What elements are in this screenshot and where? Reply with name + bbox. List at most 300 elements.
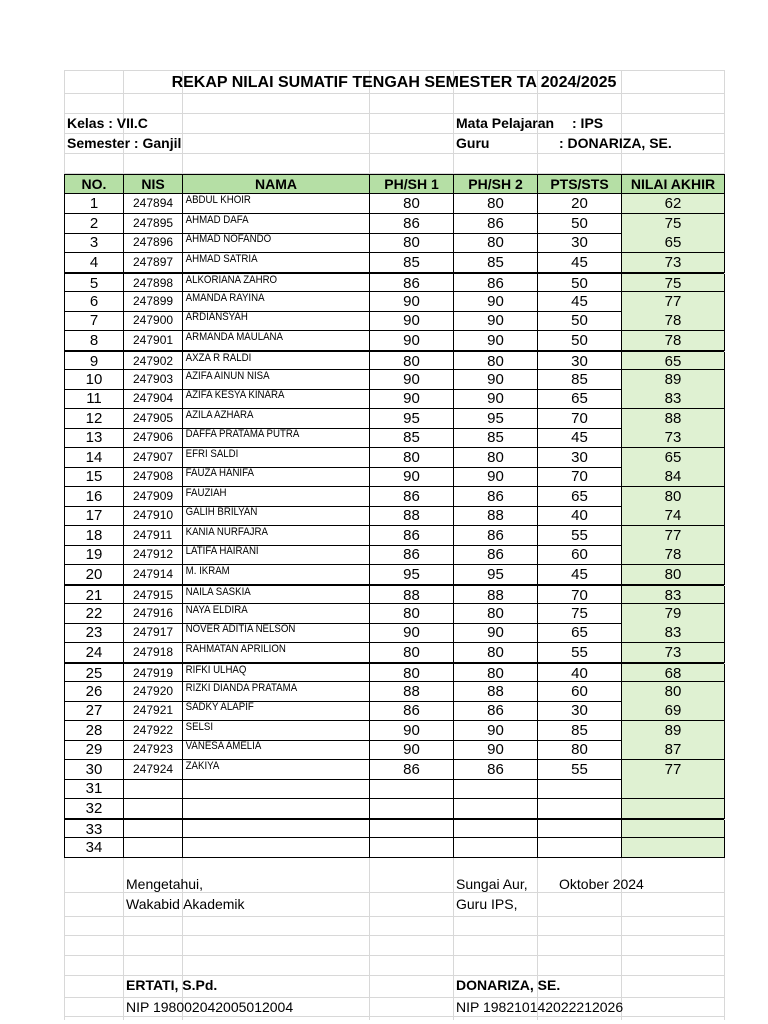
cell-pts: 40 <box>538 664 622 682</box>
cell-nilai-akhir: 73 <box>622 253 725 273</box>
cell-pts: 45 <box>538 565 622 585</box>
cell-nama-box <box>183 799 370 819</box>
cell-ph2: 90 <box>454 311 538 331</box>
cell-nis: 247895 <box>124 214 183 234</box>
cell-ph1 <box>370 779 454 799</box>
cell-nama-box <box>183 448 370 468</box>
header-ph1: PH/SH 1 <box>370 174 454 194</box>
cell-nama-box <box>183 467 370 487</box>
cell-nama-box <box>183 701 370 721</box>
cell-pts: 60 <box>538 682 622 702</box>
cell-nama: RAHMATAN APRILION <box>185 642 286 655</box>
cell-no: 10 <box>64 370 124 390</box>
cell-nama-box <box>183 740 370 760</box>
cell-pts: 65 <box>538 389 622 409</box>
cell-nis <box>124 820 183 838</box>
cell-nama: AZIFA KESYA KINARA <box>185 389 285 401</box>
cell-ph2: 90 <box>454 370 538 390</box>
cell-ph2: 90 <box>454 331 538 351</box>
cell-nama: LATIFA HAIRANI <box>185 545 259 557</box>
cell-nis: 247899 <box>124 292 183 312</box>
cell-ph2 <box>454 779 538 799</box>
cell-nama: NOVER ADITIA NELSON <box>185 623 296 635</box>
cell-ph1: 86 <box>370 487 454 507</box>
cell-nis: 247911 <box>124 526 183 546</box>
cell-ph1: 90 <box>370 623 454 643</box>
cell-nis: 247904 <box>124 389 183 409</box>
cell-nis: 247908 <box>124 467 183 487</box>
cell-ph1 <box>370 838 454 858</box>
table-row <box>64 506 724 526</box>
cell-no: 17 <box>64 506 124 526</box>
table-row <box>64 214 724 234</box>
cell-nama-box <box>183 292 370 312</box>
cell-pts: 80 <box>538 740 622 760</box>
cell-nilai-akhir: 73 <box>622 428 725 448</box>
cell-ph1: 90 <box>370 389 454 409</box>
cell-nama: AMANDA RAYINA <box>185 291 265 304</box>
cell-ph1: 86 <box>370 274 454 292</box>
cell-ph2: 95 <box>454 409 538 429</box>
cell-ph2 <box>454 820 538 838</box>
cell-nama: ZAKIYA <box>185 759 220 772</box>
cell-pts: 50 <box>538 311 622 331</box>
cell-pts: 70 <box>538 467 622 487</box>
cell-nis: 247898 <box>124 274 183 292</box>
cell-nama-box <box>183 682 370 702</box>
wakabid-label: Wakabid Akademik <box>126 896 245 912</box>
signature-row-1 <box>64 875 724 895</box>
guru-label: Guru <box>456 135 490 151</box>
table-row <box>64 467 724 487</box>
cell-nis: 247894 <box>124 194 183 214</box>
table-row <box>64 370 724 390</box>
header-no: NO. <box>64 174 124 194</box>
cell-nama: RIZKI DIANDA PRATAMA <box>185 681 298 694</box>
cell-nama-box <box>183 352 370 370</box>
guru-ips-label: Guru IPS, <box>456 896 518 912</box>
cell-nis: 247907 <box>124 448 183 468</box>
cell-ph2: 90 <box>454 292 538 312</box>
cell-nama-box <box>183 838 370 858</box>
cell-no: 34 <box>64 838 124 858</box>
table-row <box>64 545 724 565</box>
cell-no: 3 <box>64 233 124 253</box>
cell-ph2: 90 <box>454 721 538 741</box>
table-row <box>64 701 724 721</box>
cell-no: 2 <box>64 214 124 234</box>
cell-ph2: 86 <box>454 526 538 546</box>
cell-nama: KANIA NURFAJRA <box>185 525 268 538</box>
cell-nilai-akhir: 75 <box>622 274 725 292</box>
cell-nama-box <box>183 233 370 253</box>
signature-row-2 <box>64 895 724 915</box>
cell-nama-box <box>183 331 370 351</box>
cell-ph2: 86 <box>454 274 538 292</box>
table-row <box>64 779 724 799</box>
table-row <box>64 760 724 780</box>
spacer-row <box>64 154 724 174</box>
cell-nilai-akhir: 74 <box>622 506 725 526</box>
cell-nilai-akhir: 77 <box>622 526 725 546</box>
cell-nilai-akhir: 80 <box>622 682 725 702</box>
cell-nama-box <box>183 253 370 273</box>
cell-no: 8 <box>64 331 124 351</box>
cell-nama: NAILA SASKIA <box>185 586 251 598</box>
cell-nilai-akhir <box>622 799 725 819</box>
cell-nama-box <box>183 428 370 448</box>
cell-no: 1 <box>64 194 124 214</box>
cell-ph2: 86 <box>454 214 538 234</box>
spacer-row <box>64 94 724 114</box>
cell-nilai-akhir <box>622 820 725 838</box>
cell-ph1: 86 <box>370 526 454 546</box>
cell-ph2: 90 <box>454 740 538 760</box>
table-row <box>64 584 724 604</box>
cell-nilai-akhir <box>622 779 725 799</box>
cell-ph1: 90 <box>370 721 454 741</box>
cell-nama: ARDIANSYAH <box>185 311 248 323</box>
cell-ph2: 95 <box>454 565 538 585</box>
table-row <box>64 253 724 273</box>
cell-nama: AHMAD SATRIA <box>185 252 258 265</box>
cell-pts: 20 <box>538 194 622 214</box>
cell-nama <box>183 779 186 798</box>
cell-no: 12 <box>64 409 124 429</box>
cell-nama: M. IKRAM <box>185 564 230 577</box>
cell-no: 18 <box>64 526 124 546</box>
cell-no: 23 <box>64 623 124 643</box>
cell-nis: 247919 <box>124 664 183 682</box>
cell-nama: FAUZA HANIFA <box>185 467 254 479</box>
cell-nama: NAYA ELDIRA <box>185 603 248 616</box>
mapel-label: Mata Pelajaran <box>456 115 555 131</box>
cell-nama: FAUZIAH <box>185 486 227 499</box>
cell-nama-box <box>183 820 370 838</box>
cell-nilai-akhir: 68 <box>622 664 725 682</box>
cell-ph2: 85 <box>454 253 538 273</box>
cell-no: 21 <box>64 586 124 604</box>
cell-nis: 247896 <box>124 233 183 253</box>
cell-nama: VANESA AMELIA <box>185 740 262 752</box>
semester-label: Semester : Ganjil <box>67 135 182 151</box>
cell-no: 31 <box>64 779 124 799</box>
cell-nis: 247910 <box>124 506 183 526</box>
cell-ph1 <box>370 799 454 819</box>
cell-ph2: 86 <box>454 545 538 565</box>
cell-pts: 30 <box>538 701 622 721</box>
cell-nis: 247916 <box>124 604 183 624</box>
info-row-semester <box>64 134 724 154</box>
cell-nilai-akhir: 78 <box>622 545 725 565</box>
cell-nilai-akhir: 65 <box>622 448 725 468</box>
cell-ph1: 80 <box>370 233 454 253</box>
cell-pts: 30 <box>538 448 622 468</box>
cell-pts: 75 <box>538 604 622 624</box>
spacer-row <box>64 956 724 976</box>
cell-ph1: 88 <box>370 682 454 702</box>
kelas-label: Kelas : VII.C <box>67 115 148 131</box>
table-row <box>64 799 724 819</box>
cell-nis: 247921 <box>124 701 183 721</box>
cell-nama <box>183 820 186 837</box>
cell-nama-box <box>183 586 370 604</box>
cell-no: 29 <box>64 740 124 760</box>
cell-ph1: 95 <box>370 565 454 585</box>
cell-ph1: 80 <box>370 604 454 624</box>
cell-ph2 <box>454 799 538 819</box>
table-row <box>64 292 724 312</box>
table-row <box>64 389 724 409</box>
cell-ph1: 90 <box>370 331 454 351</box>
cell-pts: 55 <box>538 526 622 546</box>
cell-nama-box <box>183 389 370 409</box>
cell-nis: 247915 <box>124 586 183 604</box>
cell-nilai-akhir: 65 <box>622 233 725 253</box>
table-row <box>64 662 724 682</box>
cell-nis: 247897 <box>124 253 183 273</box>
cell-nilai-akhir: 80 <box>622 565 725 585</box>
cell-ph2: 80 <box>454 643 538 663</box>
cell-nilai-akhir: 78 <box>622 311 725 331</box>
cell-nis <box>124 779 183 799</box>
cell-nilai-akhir: 79 <box>622 604 725 624</box>
cell-pts: 45 <box>538 292 622 312</box>
mapel-value: : IPS <box>572 115 604 131</box>
cell-nis: 247924 <box>124 760 183 780</box>
cell-nis: 247918 <box>124 643 183 663</box>
cell-nama-box <box>183 274 370 292</box>
cell-nilai-akhir: 77 <box>622 292 725 312</box>
cell-ph1: 90 <box>370 740 454 760</box>
cell-nama-box <box>183 214 370 234</box>
cell-nama-box <box>183 721 370 741</box>
header-nis: NIS <box>124 174 183 194</box>
cell-ph2: 80 <box>454 233 538 253</box>
cell-nilai-akhir: 69 <box>622 701 725 721</box>
table-row <box>64 272 724 292</box>
table-row <box>64 331 724 351</box>
cell-no: 24 <box>64 643 124 663</box>
table-row <box>64 428 724 448</box>
cell-nilai-akhir: 80 <box>622 487 725 507</box>
cell-pts: 45 <box>538 253 622 273</box>
table-row <box>64 526 724 546</box>
signature-row-nip <box>64 997 724 1017</box>
cell-ph1: 88 <box>370 586 454 604</box>
mengetahui-label: Mengetahui, <box>126 876 204 892</box>
cell-no: 28 <box>64 721 124 741</box>
cell-nama: AHMAD NOFANDO <box>185 233 272 245</box>
cell-ph1: 90 <box>370 467 454 487</box>
cell-no: 22 <box>64 604 124 624</box>
table-row <box>64 623 724 643</box>
cell-nis: 247912 <box>124 545 183 565</box>
cell-nama-box <box>183 506 370 526</box>
cell-nama-box <box>183 623 370 643</box>
cell-nama: ABDUL KHOIR <box>185 194 251 206</box>
table-row <box>64 409 724 429</box>
cell-nis: 247900 <box>124 311 183 331</box>
cell-ph2: 86 <box>454 487 538 507</box>
cell-no: 16 <box>64 487 124 507</box>
cell-nilai-akhir: 83 <box>622 389 725 409</box>
cell-no: 26 <box>64 682 124 702</box>
cell-ph2: 90 <box>454 623 538 643</box>
cell-pts: 40 <box>538 506 622 526</box>
cell-nis: 247902 <box>124 352 183 370</box>
cell-nama: AHMAD DAFA <box>185 213 249 226</box>
cell-ph1: 88 <box>370 506 454 526</box>
cell-pts <box>538 779 622 799</box>
cell-ph1: 90 <box>370 370 454 390</box>
right-signer-name: DONARIZA, SE. <box>456 977 561 993</box>
cell-no: 11 <box>64 389 124 409</box>
cell-nilai-akhir: 62 <box>622 194 725 214</box>
cell-ph2: 90 <box>454 389 538 409</box>
cell-nis: 247906 <box>124 428 183 448</box>
cell-nis: 247914 <box>124 565 183 585</box>
cell-nilai-akhir: 89 <box>622 370 725 390</box>
cell-pts: 30 <box>538 352 622 370</box>
cell-nis: 247917 <box>124 623 183 643</box>
cell-ph1: 95 <box>370 409 454 429</box>
cell-ph2: 80 <box>454 448 538 468</box>
cell-nama-box <box>183 565 370 585</box>
table-row <box>64 721 724 741</box>
spacer-row <box>64 916 724 936</box>
cell-pts: 60 <box>538 545 622 565</box>
cell-nis: 247901 <box>124 331 183 351</box>
left-signer-nip: NIP 198002042005012004 <box>126 999 294 1015</box>
cell-ph2: 88 <box>454 682 538 702</box>
cell-no: 6 <box>64 292 124 312</box>
cell-ph2: 88 <box>454 586 538 604</box>
header-ph2: PH/SH 2 <box>454 174 538 194</box>
cell-ph1 <box>370 820 454 838</box>
table-row <box>64 740 724 760</box>
cell-nama <box>183 799 186 818</box>
cell-nama: ARMANDA MAULANA <box>185 330 284 343</box>
cell-nama-box <box>183 311 370 331</box>
table-row <box>64 838 724 858</box>
cell-ph1: 86 <box>370 760 454 780</box>
cell-ph1: 80 <box>370 194 454 214</box>
cell-nama-box <box>183 760 370 780</box>
cell-ph2: 86 <box>454 701 538 721</box>
cell-nis: 247923 <box>124 740 183 760</box>
cell-pts: 55 <box>538 760 622 780</box>
cell-pts: 85 <box>538 370 622 390</box>
header-nama: NAMA <box>183 174 370 194</box>
cell-ph2: 80 <box>454 352 538 370</box>
cell-ph1: 90 <box>370 311 454 331</box>
cell-nama: ALKORIANA ZAHRO <box>185 274 278 286</box>
cell-nama: SADKY ALAPIF <box>185 701 254 713</box>
cell-no: 27 <box>64 701 124 721</box>
cell-nama: AZIFA AINUN NISA <box>185 369 270 382</box>
cell-nilai-akhir: 73 <box>622 643 725 663</box>
table-row <box>64 818 724 838</box>
cell-nilai-akhir: 83 <box>622 623 725 643</box>
cell-nama: AZILA AZHARA <box>185 408 254 421</box>
signature-row-name <box>64 976 724 996</box>
cell-nama: RIFKI ULHAQ <box>185 664 247 676</box>
cell-nama-box <box>183 194 370 214</box>
header-nilai-akhir: NILAI AKHIR <box>622 174 725 194</box>
cell-nilai-akhir: 89 <box>622 721 725 741</box>
cell-no: 32 <box>64 799 124 819</box>
right-signer-nip: NIP 198210142022212026 <box>456 999 624 1015</box>
cell-ph2: 86 <box>454 760 538 780</box>
table-row <box>64 194 724 214</box>
info-row-kelas <box>64 114 724 134</box>
cell-nama: GALIH BRILYAN <box>185 506 258 518</box>
cell-ph1: 80 <box>370 448 454 468</box>
cell-ph1: 80 <box>370 352 454 370</box>
table-row <box>64 682 724 702</box>
table-row <box>64 350 724 370</box>
cell-pts: 30 <box>538 233 622 253</box>
cell-no: 25 <box>64 664 124 682</box>
cell-nama: SELSI <box>185 720 214 733</box>
table-row <box>64 643 724 663</box>
cell-no: 7 <box>64 311 124 331</box>
cell-no: 33 <box>64 820 124 838</box>
cell-nis: 247922 <box>124 721 183 741</box>
cell-no: 20 <box>64 565 124 585</box>
cell-ph1: 80 <box>370 664 454 682</box>
table-header <box>64 174 724 194</box>
cell-ph1: 86 <box>370 545 454 565</box>
cell-ph2: 88 <box>454 506 538 526</box>
cell-nama-box <box>183 487 370 507</box>
cell-nilai-akhir <box>622 838 725 858</box>
cell-nama-box <box>183 409 370 429</box>
cell-no: 13 <box>64 428 124 448</box>
cell-nis: 247909 <box>124 487 183 507</box>
cell-nama-box <box>183 664 370 682</box>
header-pts: PTS/STS <box>538 174 622 194</box>
cell-nama-box <box>183 604 370 624</box>
cell-pts <box>538 820 622 838</box>
cell-pts: 50 <box>538 331 622 351</box>
cell-pts: 70 <box>538 409 622 429</box>
cell-nama-box <box>183 545 370 565</box>
cell-ph2: 85 <box>454 428 538 448</box>
cell-pts: 65 <box>538 623 622 643</box>
date-label: Oktober 2024 <box>559 876 644 892</box>
cell-nis <box>124 838 183 858</box>
cell-ph2 <box>454 838 538 858</box>
table-row <box>64 311 724 331</box>
cell-no: 19 <box>64 545 124 565</box>
cell-pts: 55 <box>538 643 622 663</box>
table-row <box>64 233 724 253</box>
cell-nama: AXZA R RALDI <box>185 352 252 364</box>
cell-pts: 50 <box>538 214 622 234</box>
title-row <box>64 70 724 94</box>
cell-nama-box <box>183 370 370 390</box>
cell-nilai-akhir: 83 <box>622 586 725 604</box>
cell-nilai-akhir: 77 <box>622 760 725 780</box>
cell-ph2: 80 <box>454 664 538 682</box>
cell-pts: 50 <box>538 274 622 292</box>
cell-nis: 247903 <box>124 370 183 390</box>
cell-pts: 45 <box>538 428 622 448</box>
cell-ph2: 80 <box>454 604 538 624</box>
cell-nilai-akhir: 65 <box>622 352 725 370</box>
